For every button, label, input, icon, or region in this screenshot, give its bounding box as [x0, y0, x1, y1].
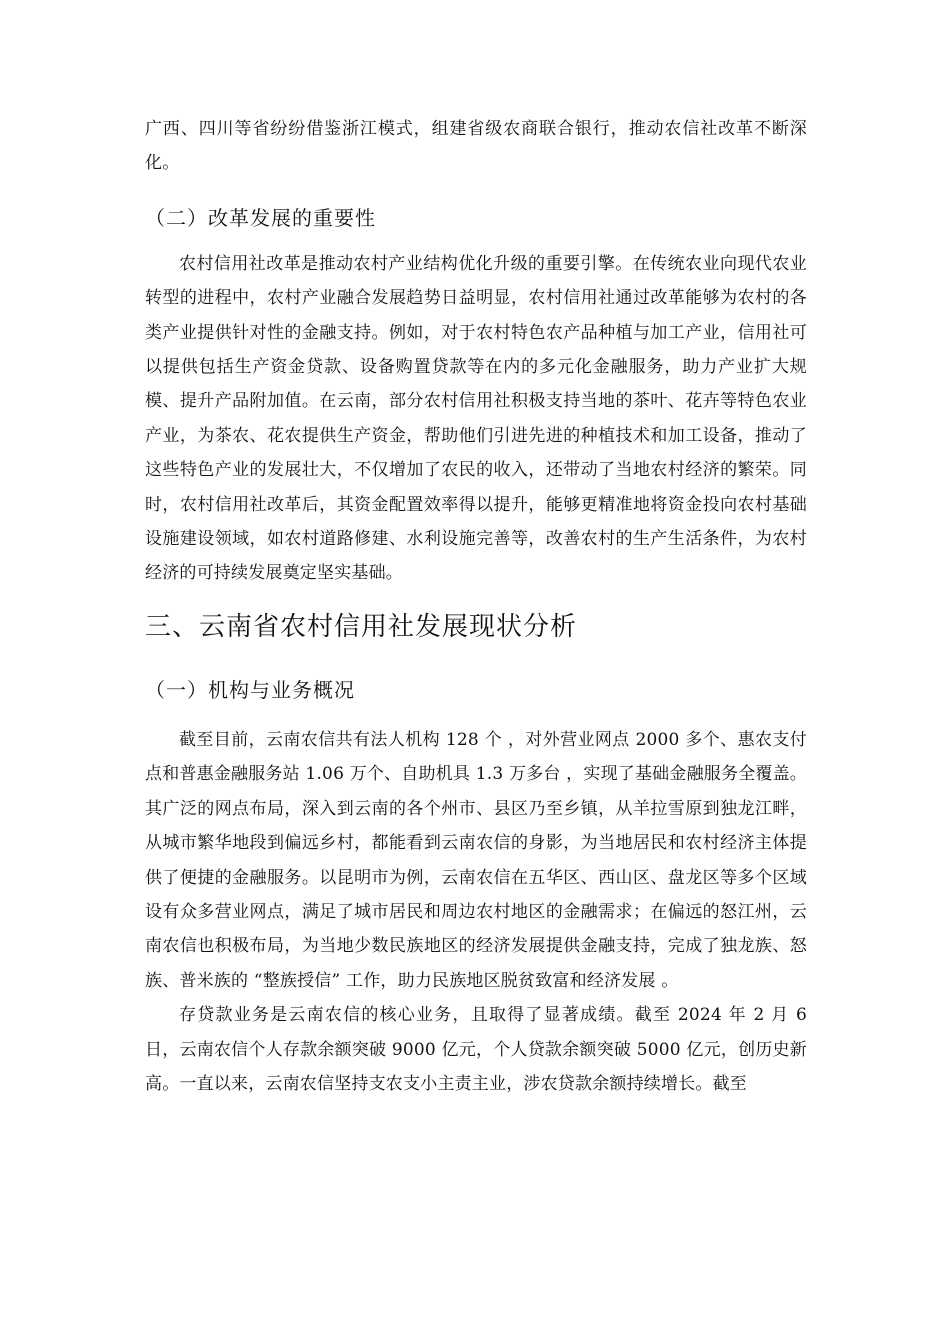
section-heading-importance: （二）改革发展的重要性 [145, 205, 376, 230]
chapter-heading-status-analysis: 三、云南省农村信用社发展现状分析 [145, 611, 578, 642]
paragraph-deposit-loan-business: 存贷款业务是云南农信的核心业务，且取得了显著成绩。截至 2024 年 2 月 6 日，云南农信个人存款余额突破 9000 亿元，个人贷款余额突破 5000 亿元，创历史新高。一直以来，云南农信坚持支农支小主责主业，涉农贷款余额持续增长。截至 [145, 1005, 807, 1094]
paragraph-institution-overview: 截至目前，云南农信共有法人机构 128 个 ，对外营业网点 2000 多个、惠农支付点和普惠金融服务站 1.06 万个、自助机具 1.3 万多台 ，实现了基础金融服务全覆盖。其广泛的网点布局，深入到云南的各个州市、县区乃至乡镇，从羊拉雪原到独龙江畔，从城市繁华地段到偏远乡村，都能看到云南农信的身影，为当地居民和农村经济主体提供了便捷的金融服务。以昆明市为例，云南农信在五华区、西山区、盘龙区等多个区域设有众多营业网点，满足了城市居民和周边农村地区的金融需求；在偏远的怒江州，云南农信也积极布局，为当地少数民族地区的经济发展提供金融支持，完成了独龙族、怒族、普米族的 “整族授信” 工作，助力民族地区脱贫致富和经济发展 。 [145, 729, 807, 991]
paragraph-reform-background: 广西、四川等省纷纷借鉴浙江模式，组建省级农商联合银行，推动农信社改革不断深化。 [145, 119, 807, 174]
document-page [145, 112, 807, 1101]
paragraph-reform-importance: 农村信用社改革是推动农村产业结构优化升级的重要引擎。在传统农业向现代农业转型的进程中，农村产业融合发展趋势日益明显，农村信用社通过改革能够为农村的各类产业提供针对性的金融支持。例如，对于农村特色农产品种植与加工产业，信用社可以提供包括生产资金贷款、设备购置贷款等在内的多元化金融服务，助力产业扩大规模、提升产品附加值。在云南，部分农村信用社积极支持当地的茶叶、花卉等特色农业产业，为茶农、花农提供生产资金，帮助他们引进先进的种植技术和加工设备，推动了这些特色产业的发展壮大，不仅增加了农民的收入，还带动了当地农村经济的繁荣。同时，农村信用社改革后，其资金配置效率得以提升，能够更精准地将资金投向农村基础设施建设领域，如农村道路修建、水利设施完善等，改善农村的生产生活条件，为农村经济的可持续发展奠定坚实基础。 [145, 253, 807, 584]
section-heading-overview: （一）机构与业务概况 [145, 677, 355, 702]
